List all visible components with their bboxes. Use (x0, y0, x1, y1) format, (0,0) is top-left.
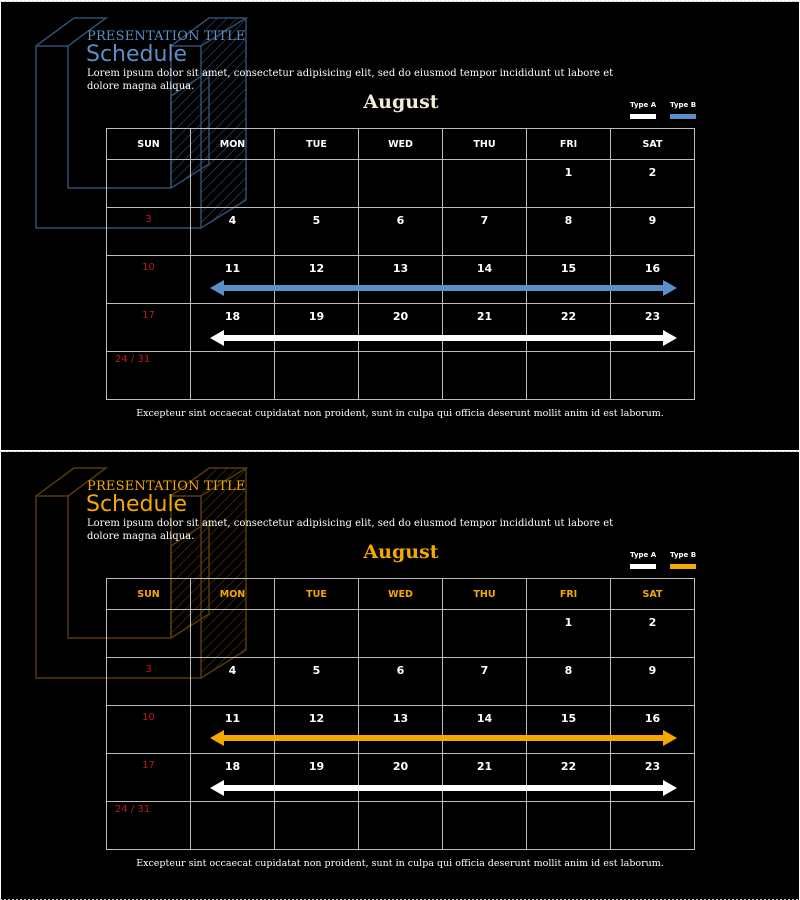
intro-text: Lorem ipsum dolor sit amet, consectetur adipisicing elit, sed do eiusmod tempor incididunt ut labore et dolore magna aliqua. (87, 68, 614, 92)
week-row (107, 160, 695, 208)
day-header-fri: FRI (527, 129, 611, 160)
calendar-grid (106, 128, 695, 400)
day-cell: 19 (275, 754, 359, 802)
day-cell: 7 (443, 658, 527, 706)
day-cell: 19 (275, 304, 359, 352)
legend-type-b-label: Type B (670, 551, 697, 559)
week-row (107, 208, 695, 256)
day-cell (107, 160, 191, 208)
day-cell (191, 802, 275, 850)
day-cell: 22 (527, 304, 611, 352)
day-header-sun: SUN (107, 129, 191, 160)
day-cell: 8 (527, 658, 611, 706)
day-cell: 21 (443, 304, 527, 352)
day-cell: 20 (359, 304, 443, 352)
day-cell: 21 (443, 754, 527, 802)
day-cell: 13 (359, 706, 443, 754)
day-cell: 20 (359, 754, 443, 802)
day-cell (191, 352, 275, 400)
legend-type-a-swatch (630, 564, 656, 569)
day-header-thu: THU (443, 579, 527, 610)
day-cell (275, 802, 359, 850)
day-cell (275, 610, 359, 658)
day-cell: 4 (191, 208, 275, 256)
day-cell (611, 352, 695, 400)
day-cell (275, 160, 359, 208)
legend-type-b-label: Type B (670, 101, 697, 109)
slide-1 (1, 2, 799, 450)
type-a-range-arrow (210, 330, 677, 346)
day-header-mon: MON (191, 129, 275, 160)
day-cell: 1 (527, 610, 611, 658)
day-cell: 14 (443, 706, 527, 754)
day-cell: 16 (611, 706, 695, 754)
day-cell: 15 (527, 706, 611, 754)
month-heading: August (363, 91, 439, 113)
day-cell: 17 (107, 754, 191, 802)
day-cell: 5 (275, 208, 359, 256)
day-cell: 3 (107, 658, 191, 706)
day-cell: 11 (191, 706, 275, 754)
day-cell: 24 / 31 (107, 802, 191, 850)
day-cell (527, 352, 611, 400)
day-cell (611, 802, 695, 850)
day-cell: 24 / 31 (107, 352, 191, 400)
day-cell: 6 (359, 208, 443, 256)
day-cell: 18 (191, 304, 275, 352)
legend-type-b-swatch (670, 564, 696, 569)
day-header-tue: TUE (275, 579, 359, 610)
day-cell (191, 160, 275, 208)
day-cell: 7 (443, 208, 527, 256)
day-header-sun: SUN (107, 579, 191, 610)
day-cell: 16 (611, 256, 695, 304)
day-cell: 9 (611, 658, 695, 706)
day-cell (359, 802, 443, 850)
day-cell: 12 (275, 256, 359, 304)
day-cell: 23 (611, 754, 695, 802)
footer-text: Excepteur sint occaecat cupidatat non proident, sunt in culpa qui officia deserunt mollit anim id est laborum. (136, 858, 664, 869)
legend-type-a-label: Type A (630, 551, 657, 559)
month-heading: August (363, 541, 439, 563)
day-cell: 11 (191, 256, 275, 304)
day-cell (107, 610, 191, 658)
day-cell (359, 352, 443, 400)
day-header-wed: WED (359, 579, 443, 610)
day-cell (443, 352, 527, 400)
calendar-grid (106, 578, 695, 850)
day-cell: 8 (527, 208, 611, 256)
day-cell (191, 610, 275, 658)
day-cell: 3 (107, 208, 191, 256)
day-header-thu: THU (443, 129, 527, 160)
type-b-range-arrow (210, 730, 677, 746)
legend-type-b-swatch (670, 114, 696, 119)
day-cell (443, 160, 527, 208)
day-cell (359, 160, 443, 208)
day-header-sat: SAT (611, 129, 695, 160)
day-cell: 5 (275, 658, 359, 706)
slide-2 (1, 452, 799, 900)
day-cell: 23 (611, 304, 695, 352)
footer-text: Excepteur sint occaecat cupidatat non proident, sunt in culpa qui officia deserunt mollit anim id est laborum. (136, 408, 664, 419)
type-a-range-arrow (210, 780, 677, 796)
day-header-tue: TUE (275, 129, 359, 160)
day-cell (275, 352, 359, 400)
day-cell: 10 (107, 706, 191, 754)
presentation-title: PRESENTATION TITLE (87, 479, 246, 494)
presentation-title: PRESENTATION TITLE (87, 29, 246, 44)
type-b-range-arrow (210, 280, 677, 296)
day-cell: 1 (527, 160, 611, 208)
day-cell: 9 (611, 208, 695, 256)
week-row (107, 802, 695, 850)
legend-type-a-swatch (630, 114, 656, 119)
week-row (107, 352, 695, 400)
day-cell (359, 610, 443, 658)
week-row (107, 658, 695, 706)
week-row (107, 610, 695, 658)
day-cell: 4 (191, 658, 275, 706)
day-cell: 22 (527, 754, 611, 802)
intro-text: Lorem ipsum dolor sit amet, consectetur adipisicing elit, sed do eiusmod tempor incididunt ut labore et dolore magna aliqua. (87, 518, 614, 542)
day-cell: 15 (527, 256, 611, 304)
schedule-title: Schedule (86, 42, 188, 67)
day-cell: 14 (443, 256, 527, 304)
legend-type-a-label: Type A (630, 101, 657, 109)
day-cell: 2 (611, 160, 695, 208)
day-cell: 13 (359, 256, 443, 304)
day-header-wed: WED (359, 129, 443, 160)
day-cell: 12 (275, 706, 359, 754)
day-cell: 18 (191, 754, 275, 802)
day-cell: 17 (107, 304, 191, 352)
day-cell: 10 (107, 256, 191, 304)
schedule-title: Schedule (86, 492, 188, 517)
day-cell (443, 802, 527, 850)
day-header-fri: FRI (527, 579, 611, 610)
day-header-mon: MON (191, 579, 275, 610)
day-cell (443, 610, 527, 658)
day-cell: 2 (611, 610, 695, 658)
day-cell (527, 802, 611, 850)
day-cell: 6 (359, 658, 443, 706)
day-header-sat: SAT (611, 579, 695, 610)
